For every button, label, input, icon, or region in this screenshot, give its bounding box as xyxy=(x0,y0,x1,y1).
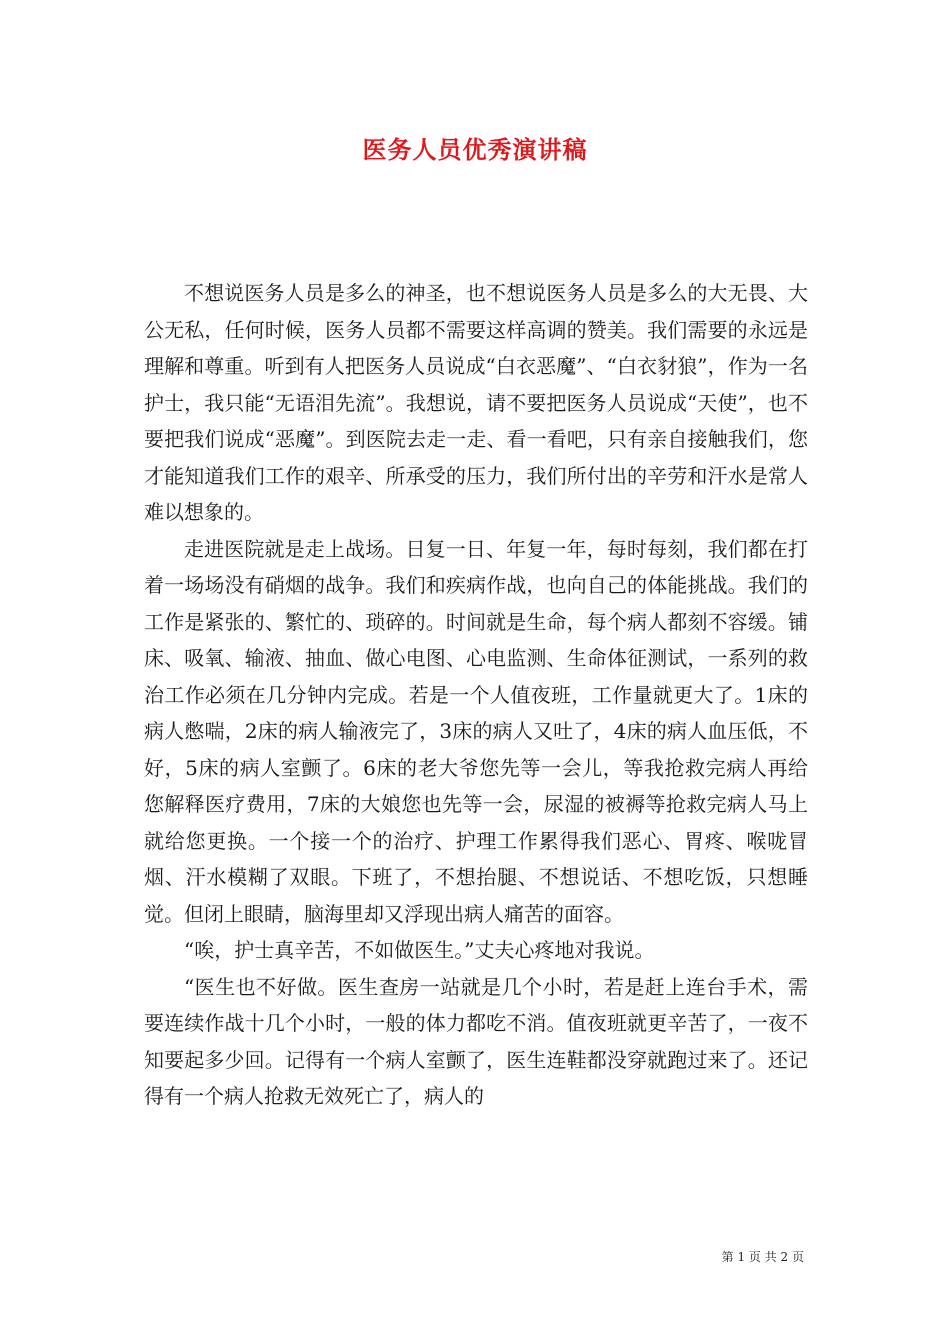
paragraph: 不想说医务人员是多么的神圣，也不想说医务人员是多么的大无畏、大公无私，任何时候，医务人员都不需要这样高调的赞美。我们需要的永远是理解和尊重。听到有人把医务人员说成“白衣恶魔”、“白衣豺狼”，作为一名护士，我只能“无语泪先流”。我想说，请不要把医务人员说成“天使”，也不要把我们说成“恶魔”。到医院去走一走、看一看吧，只有亲自接触我们，您才能知道我们工作的艰辛、所承受的压力，我们所付出的辛劳和汗水是常人难以想象的。 xyxy=(144,281,808,524)
paragraph: “医生也不好做。医生查房一站就是几个小时，若是赶上连台手术，需要连续作战十几个小时，一般的体力都吃不消。值夜班就更辛苦了，一夜不知要起多少回。记得有一个病人室颤了，医生连鞋都没穿就跑过来了。还记得有一个病人抢救无效死亡了，病人的 xyxy=(144,974,808,1108)
document-title: 医务人员优秀演讲稿 xyxy=(362,135,588,164)
document-body xyxy=(144,275,808,1115)
page-number: 第 1 页 共 2 页 xyxy=(721,1250,804,1264)
paragraph: 走进医院就是走上战场。日复一日、年复一年，每时每刻，我们都在打着一场场没有硝烟的战争。我们和疾病作战，也向自己的体能挑战。我们的工作是紧张的、繁忙的、琐碎的。时间就是生命，每个病人都刻不容缓。铺床、吸氧、输液、抽血、做心电图、心电监测、生命体征测试，一系列的救治工作必须在几分钟内完成。若是一个人值夜班，工作量就更大了。1床的病人憋喘，2床的病人输液完了，3床的病人又吐了，4床的病人血压低，不好，5床的病人室颤了。6床的老大爷您先等一会儿，等我抢救完病人再给您解释医疗费用，7床的大娘您也先等一会，尿湿的被褥等抢救完病人马上就给您更换。一个接一个的治疗、护理工作累得我们恶心、胃疼、喉咙冒烟、汗水模糊了双眼。下班了，不想抬腿、不想说话、不想吃饭，只想睡觉。但闭上眼睛，脑海里却又浮现出病人痛苦的面容。 xyxy=(144,536,808,926)
paragraph: “唉，护士真辛苦，不如做医生。”丈夫心疼地对我说。 xyxy=(184,938,655,962)
